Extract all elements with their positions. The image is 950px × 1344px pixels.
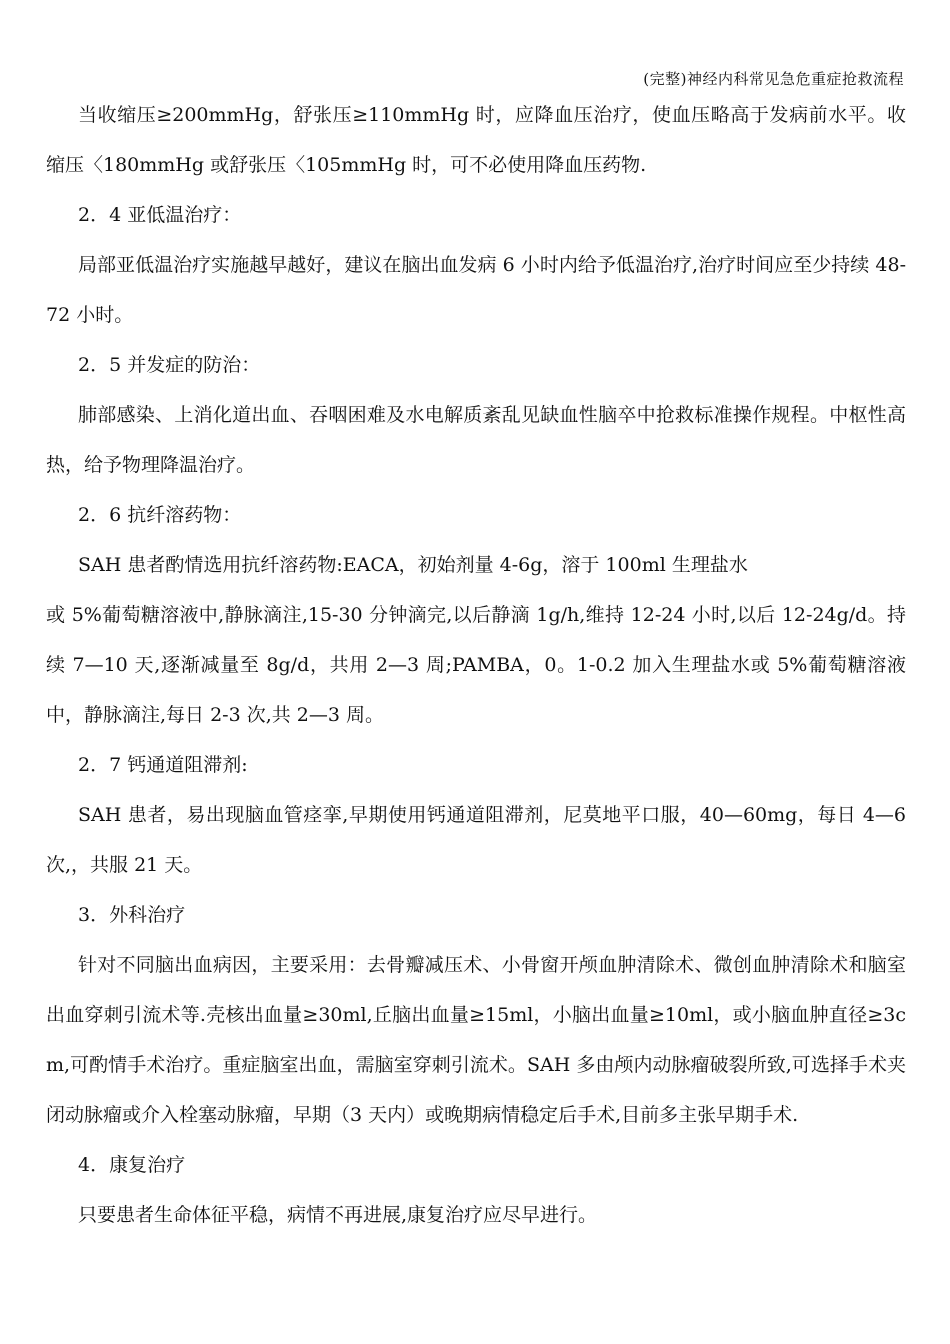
paragraph-rehabilitation: 只要患者生命体征平稳，病情不再进展,康复治疗应尽早进行。 [78,1204,598,1226]
heading-2-4-hypothermia: 2．4 亚低温治疗： [78,204,242,226]
heading-2-6-antifibrinolytics: 2．6 抗纤溶药物： [78,504,242,526]
paragraph-blood-pressure: 当收缩压≥200mmHg，舒张压≥110mmHg 时，应降血压治疗，使血压略高于发病前水平。收缩压〈180mmHg 或舒张压〈105mmHg 时，可不必使用降血压药物. [46,104,906,176]
document-body [46,90,906,1240]
paragraph-complications: 肺部感染、上消化道出血、吞咽困难及水电解质紊乱见缺血性脑卒中抢救标准操作规程。中枢性高热，给予物理降温治疗。 [46,404,906,476]
heading-3-surgery: 3．外科治疗 [78,904,186,926]
paragraph-surgery: 针对不同脑出血病因，主要采用：去骨瓣减压术、小骨窗开颅血肿清除术、微创血肿清除术和脑室出血穿刺引流术等.壳核出血量≥30ml,丘脑出血量≥15ml，小脑出血量≥10ml，或小脑血肿直径≥3cm,可酌情手术治疗。重症脑室出血，需脑室穿刺引流术。SAH 多由颅内动脉瘤破裂所致,可选择手术夹闭动脉瘤或介入栓塞动脉瘤，早期（3 天内）或晚期病情稳定后手术,目前多主张早期手术. [46,954,906,1126]
heading-2-5-complications: 2．5 并发症的防治： [78,354,261,376]
paragraph-antifibrinolytics-a: SAH 患者酌情选用抗纤溶药物:EACA，初始剂量 4-6g，溶于 100ml 生理盐水 [78,554,748,576]
running-header: (完整)神经内科常见急危重症抢救流程 [643,70,904,88]
paragraph-hypothermia: 局部亚低温治疗实施越早越好，建议在脑出血发病 6 小时内给予低温治疗,治疗时间应至少持续 48-72 小时。 [46,254,906,326]
paragraph-calcium-blockers: SAH 患者，易出现脑血管痉挛,早期使用钙通道阻滞剂，尼莫地平口服，40—60mg，每日 4—6 次,，共服 21 天。 [46,804,906,876]
paragraph-antifibrinolytics-b: 或 5%葡萄糖溶液中,静脉滴注,15-30 分钟滴完,以后静滴 1g/h,维持 12-24 小时,以后 12-24g/d。持续 7—10 天,逐渐减量至 8g/d，共用 2—3 周;PAMBA，0。1-0.2 加入生理盐水或 5%葡萄糖溶液中，静脉滴注,每日 2-3 次,共 2—3 周。 [46,604,906,726]
heading-4-rehabilitation: 4．康复治疗 [78,1154,186,1176]
heading-2-7-calcium-blockers: 2．7 钙通道阻滞剂: [78,754,248,776]
